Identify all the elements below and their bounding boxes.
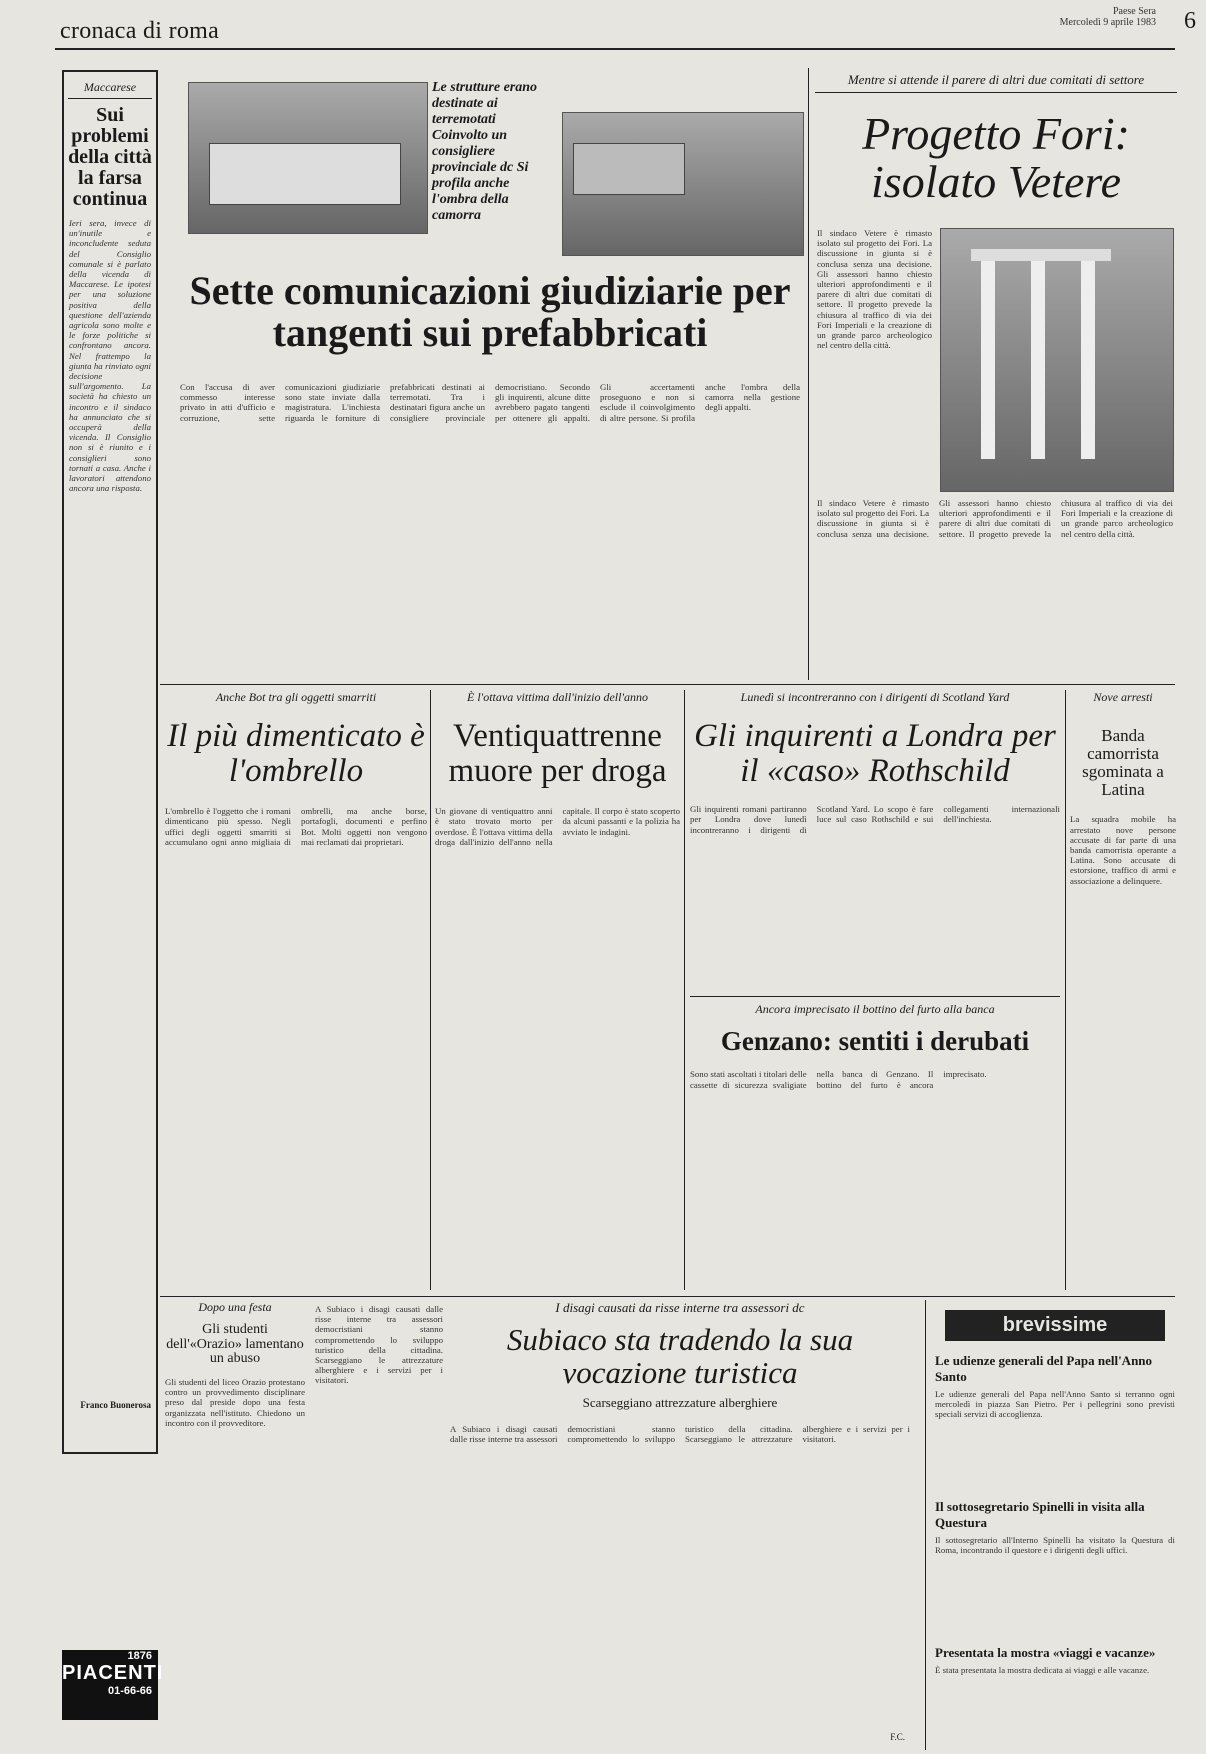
brevissime-title: brevissime [945,1310,1165,1341]
sidebar-headline: Sui problemi della città la farsa continua [68,104,152,210]
rothschild-body: Gli inquirenti romani partiranno per Londra dove lunedì incontreranno i dirigenti di Scotland Yard. Lo scopo è fare luce sul caso Rothschild e sui collegamenti internazionali dell'inchiesta. [690,804,1060,835]
brevissime-item: Il sottosegretario Spinelli in visita alla Questura Il sottosegretario all'Interno Spinelli ha visitato la Questura di Roma, incontrando il questore e i dirigenti degli uffici. [935,1499,1175,1556]
ad-phone-top: 1876 [127,1650,152,1662]
section-title: cronaca di roma [60,18,220,44]
prefab-photo-right [562,112,804,256]
camorra-body: La squadra mobile ha arrestato nove persone accusate di far parte di una banda camorrista operante a Latina. Sono accusate di estorsione, traffico di armi e associazione a delinquere. [1070,814,1176,886]
sidebar-body: Ieri sera, invece di un'inutile e inconcludente seduta del Consiglio comunale si è parlato della vicenda di Maccarese. Le ipotesi per una soluzione positiva della questione dell'azienda agricola sono molte e le forze politiche si confrontano ancora. Nel frattempo la giunta ha rinviato ogni decisione sull'argomento. La società ha chiesto un incontro e il sindaco ha annunciato che si occuperà della vicenda. Il Consiglio non si è riunito e i consiglieri sono tornati a casa. Anche i lavoratori attendono ancora una risposta. [69,218,151,494]
orazio-kicker: Dopo una festa [198,1300,272,1314]
subiaco-initials: F.C. [890,1732,905,1742]
camorra-headline: Banda camorrista sgominata a Latina [1082,726,1164,799]
page-number: 6 [1184,8,1196,34]
sidebar-left [62,70,158,1454]
fori-photo [940,228,1174,492]
rothschild-headline: Gli inquirenti a Londra per il «caso» Rothschild [694,718,1056,789]
subiaco-lead-column: A Subiaco i disagi causati dalle risse interne tra assessori democristiani stanno compromettendo lo sviluppo turistico della cittadina. Scarseggiano le attrezzature alberghiere e i servizi per i visitatori. [315,1304,443,1386]
ombrello-story [165,690,427,1290]
newspaper-name: Paese Sera [1112,6,1156,17]
ombrello-body: L'ombrello è l'oggetto che i romani dimenticano più spesso. Negli uffici degli oggetti smarriti si accumulano ogni anno migliaia di ombrelli, ma anche borse, portafogli, documenti e perfino Bot. Molti oggetti non vengono mai reclamati dai proprietari. [165,806,427,847]
main-headline: Sette comunicazioni giudiziarie per tangenti sui prefabbricati [189,268,791,355]
fori-kicker: Mentre si attende il parere di altri due comitati di settore [847,72,1145,87]
droga-story [435,690,680,1290]
droga-kicker: È l'ottava vittima dall'inizio dell'anno [466,690,649,704]
subiaco-kicker: I disagi causati da risse interne tra assessori dc [555,1300,805,1315]
fori-body-top: Il sindaco Vetere è rimasto isolato sul progetto dei Fori. La discussione in giunta si è conclusa senza una decisione. Gli assessori hanno chiesto ulteriori approfondimenti e il parere di altri due comitati di settore. Il progetto prevede la chiusura al traffico di via dei Fori Imperiali e la creazione di un grande parco archeologico nel centro della città. [817,228,932,351]
ombrello-kicker: Anche Bot tra gli oggetti smarriti [215,690,377,704]
orazio-body: Gli studenti del liceo Orazio protestano contro un provvedimento disciplinare preso dal preside dopo una festa organizzata nell'istituto. Chiedono un incontro con il provveditore. [165,1377,305,1428]
fori-story [815,68,1177,680]
subiaco-header [450,1300,910,1411]
droga-headline: Ventiquattrenne muore per droga [448,718,667,789]
rothschild-kicker: Lunedì si incontreranno con i dirigenti di Scotland Yard [740,690,1010,704]
prefab-photo-left [188,82,428,234]
ad-brand: PIACENTI [62,1662,164,1684]
brevissime-column [935,1300,1175,1750]
piacenti-ad [62,1650,164,1720]
camorra-story [1070,690,1176,1290]
camorra-kicker: Nove arresti [1093,690,1153,704]
brevissime-item: Presentata la mostra «viaggi e vacanze» È stata presentata la mostra dedicata ai viaggi e alle vacanze. [935,1645,1156,1675]
rothschild-story [690,690,1060,990]
subiaco-subhead: Scarseggiano attrezzature alberghiere [582,1395,778,1411]
masthead-info [1060,6,1156,28]
sidebar-kicker: Maccarese [83,80,137,94]
genzano-kicker: Ancora imprecisato il bottino del furto alla banca [755,1002,995,1016]
ad-phone-bottom: 01-66-66 [107,1685,152,1697]
issue-date: Mercoledì 9 aprile 1983 [1059,17,1156,28]
main-story [170,70,805,680]
subiaco-body: A Subiaco i disagi causati dalle risse interne tra assessori democristiani stanno compromettendo lo sviluppo turistico della cittadina. Scarseggiano le attrezzature alberghiere e i servizi per i visitatori. [450,1424,910,1445]
ombrello-headline: Il più dimenticato è l'ombrello [167,718,425,789]
droga-body: Un giovane di ventiquattro anni è stato trovato morto per overdose. È l'ottava vittima della droga dall'inizio dell'anno nella capitale. Il corpo è stato scoperto da alcuni passanti e la polizia ha avviato le indagini. [435,806,680,847]
orazio-headline: Gli studenti dell'«Orazio» lamentano un abuso [166,1322,304,1367]
fori-body: Il sindaco Vetere è rimasto isolato sul progetto dei Fori. La discussione in giunta si è conclusa senza una decisione. Gli assessori hanno chiesto ulteriori approfondimenti e il parere di altri due comitati di settore. Il progetto prevede la chiusura al traffico di via dei Fori Imperiali e la creazione di un grande parco archeologico nel centro della città. [817,498,1173,539]
orazio-story [165,1300,305,1750]
subiaco-story [315,1300,915,1750]
fori-headline: Progetto Fori: isolato Vetere [862,108,1130,208]
main-body: Con l'accusa di aver commesso interesse privato in atti d'ufficio e corruzione, sette comunicazioni giudiziarie sono state inviate dalla magistratura. L'inchiesta riguarda le forniture di prefabbricati destinati ai terremotati. Tra i destinatari figura anche un consigliere provinciale democristiano. Secondo gli inquirenti, alcune ditte avrebbero pagato tangenti per ottenere gli appalti. Gli accertamenti proseguono e non si esclude il coinvolgimento di altre persone. Si profila anche l'ombra della camorra nella gestione degli appalti. [180,382,800,423]
genzano-headline: Genzano: sentiti i derubati [720,1026,1030,1056]
main-kicker: Le strutture erano destinate ai terremotati Coinvolto un consigliere provinciale dc Si profila anche l'ombra della camorra [432,80,538,223]
subiaco-headline: Subiaco sta tradendo la sua vocazione turistica [506,1322,854,1390]
brevissime-item: Le udienze generali del Papa nell'Anno Santo Le udienze generali del Papa nell'Anno Santo si terranno ogni mercoledì in piazza San Pietro. Per i pellegrini sono previsti speciali servizi di accoglienza. [935,1353,1175,1420]
genzano-body: Sono stati ascoltati i titolari delle cassette di sicurezza svaligiate nella banca di Genzano. Il bottino del furto è ancora imprecisato. [690,1069,987,1090]
genzano-story [690,1002,1060,1290]
sidebar-author: Franco Buonerosa [80,1400,151,1410]
